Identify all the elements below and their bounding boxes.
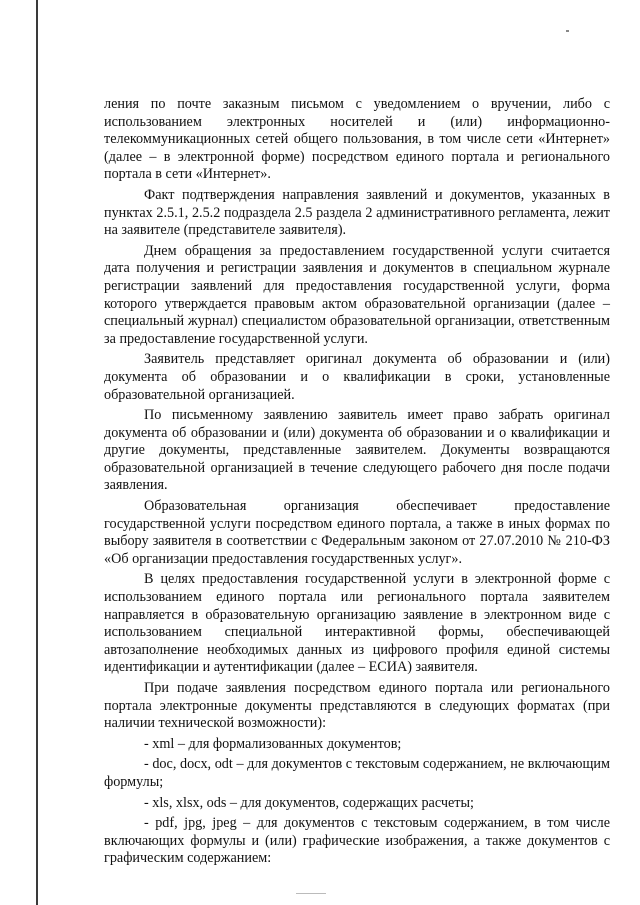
list-item-format-doc: - doc, docx, odt – для документов с текстовым содержанием, не включающим формулы;: [104, 756, 610, 790]
list-item-format-xml: - xml – для формализованных документов;: [144, 735, 402, 752]
scan-speck: [296, 893, 326, 894]
list-item-format-pdf: - pdf, jpg, jpeg – для документов с текстовым содержанием, в том числе включающих формулы и (или) графические изображения, а также документов с графическим содержанием:: [104, 815, 610, 867]
paragraph-service-provision: Образовательная организация обеспечивает предоставление государственной услуги посредством единого портала, а также в иных формах по выбору заявителя в соответствии с Федеральным законом от 27.07.2010 № 210-ФЗ «Об организации предоставления государственных услуг».: [104, 498, 610, 567]
list-item-format-xls: - xls, xlsx, ods – для документов, содержащих расчеты;: [144, 794, 474, 811]
paragraph-continuation: ления по почте заказным письмом с уведомлением о вручении, либо с использованием электронных носителей и (или) информационно-телекоммуникационных сетей общего пользования, в том числе сети «Интернет» (далее – в электронной форме) посредством единого портала и регионального портала в сети «Интернет».: [104, 96, 610, 183]
paragraph-formats-intro: При подаче заявления посредством единого портала или регионального портала электронные документы представляются в следующих форматах (при наличии технической возможности):: [104, 680, 610, 732]
scan-left-margin-line: [36, 0, 38, 905]
scan-speck: [566, 30, 569, 32]
paragraph-electronic-form: В целях предоставления государственной услуги в электронной форме с использованием единого портала или регионального портала заявителем направляется в образовательную организацию заявление в электронном виде с использованием специальной интерактивной формы, обеспечивающей автозаполнение необходимых данных из цифрового профиля единой системы идентификации и аутентификации (далее – ЕСИА) заявителя.: [104, 571, 610, 676]
paragraph-document-return: По письменному заявлению заявитель имеет право забрать оригинал документа об образовании и (или) документа об образовании и о квалификации и другие документы, представленные заявителем. Документы возвращаются образовательной организацией в течение следующего рабочего дня после подачи заявления.: [104, 407, 610, 494]
paragraph-confirmation-fact: Факт подтверждения направления заявлений и документов, указанных в пунктах 2.5.1, 2.5.2 подраздела 2.5 раздела 2 административного регламента, лежит на заявителе (представителе заявителя).: [104, 186, 610, 239]
document-body: [104, 96, 610, 871]
paragraph-application-date: Днем обращения за предоставлением государственной услуги считается дата получения и регистрации заявления и документов в специальном журнале регистрации заявлений для предоставления государственной услуги, форма которого утверждается правовым актом образовательной организации (далее – специальный журнал) специалистом образовательной организации, ответственным за предоставление государственной услуги.: [104, 242, 610, 347]
paragraph-original-document: Заявитель представляет оригинал документа об образовании и (или) документа об образовании и о квалификации в сроки, установленные образовательной организацией.: [104, 351, 610, 403]
